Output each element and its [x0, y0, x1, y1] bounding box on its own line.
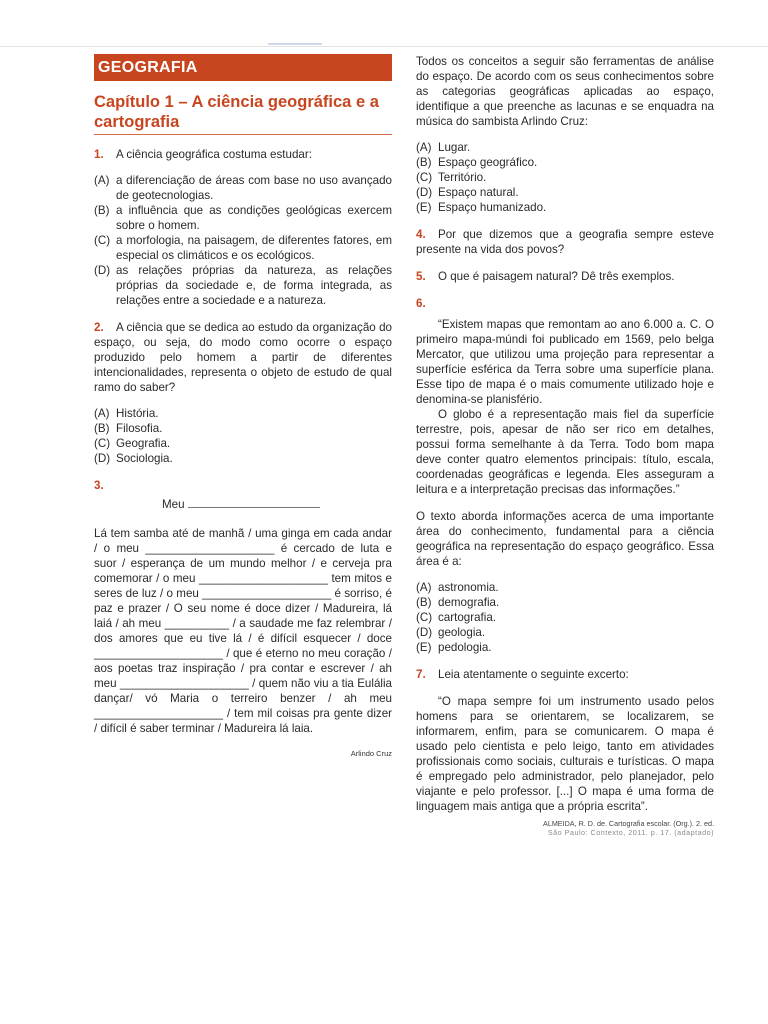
option-text: pedologia.: [438, 641, 492, 654]
left-column: [94, 54, 392, 761]
answer-options: [416, 580, 714, 655]
option-letter: (D): [416, 626, 433, 639]
song-author: Arlindo Cruz: [350, 749, 392, 758]
option-d[interactable]: [416, 185, 714, 200]
option-text: História.: [116, 407, 159, 420]
option-letter: (B): [416, 596, 432, 609]
option-c[interactable]: [94, 436, 392, 451]
question-text: O que é paisagem natural? Dê três exemplos.: [438, 270, 675, 283]
option-letter: (A): [416, 141, 432, 154]
option-letter: (C): [416, 611, 433, 624]
reference-line-2: São Paulo: Contexto, 2011. p. 17. (adaptado): [547, 828, 714, 837]
option-a[interactable]: [94, 173, 392, 203]
option-letter: (D): [94, 452, 111, 465]
question-1: [94, 147, 392, 308]
option-letter: (B): [94, 422, 110, 435]
option-text: cartografia.: [438, 611, 496, 624]
quote-block: [416, 694, 714, 814]
option-a[interactable]: [416, 580, 714, 595]
option-text: as relações próprias da natureza, as relações próprias da sociedade e, de forma integrada, as relações entre a sociedade e a natureza.: [116, 264, 392, 307]
option-letter: (A): [416, 581, 432, 594]
quote-block: [416, 317, 714, 497]
option-text: Espaço natural.: [438, 186, 519, 199]
option-a[interactable]: [416, 140, 714, 155]
subject-banner: GEOGRAFIA: [94, 54, 392, 81]
option-letter: (A): [94, 174, 110, 187]
option-text: a diferenciação de áreas com base no uso avançado de geotecnologias.: [116, 174, 392, 202]
option-text: demografia.: [438, 596, 500, 609]
question-number: 1.: [94, 148, 104, 161]
option-letter: (E): [416, 201, 432, 214]
option-text: Filosofia.: [116, 422, 163, 435]
song-title: [162, 497, 392, 512]
option-letter: (B): [416, 156, 432, 169]
question-text: Leia atentamente o seguinte excerto:: [438, 668, 629, 681]
question-3-prompt: Todos os conceitos a seguir são ferramentas de análise do espaço. De acordo com os seus conhecimentos sobre as categorias geográficas aplicadas ao espaço, identifique a que preenche as lacunas e se enquadra na música do sambista Arlindo Cruz:: [416, 55, 714, 128]
option-d[interactable]: [94, 263, 392, 308]
option-text: Geografia.: [116, 437, 171, 450]
option-text: astronomia.: [438, 581, 499, 594]
question-number: 4.: [416, 228, 426, 241]
title-blank: [188, 497, 320, 508]
option-letter: (D): [94, 264, 111, 277]
song-lyrics: Lá tem samba até de manhã / uma ginga em cada andar / o meu ____________________ é cercado de luta e suor / esperança de um mundo melhor / e cerveja pra comemorar / o meu ____________________ tem mitos e seres de luz / o meu ____________________ é sorriso, é paz e prazer / O seu nome é doce dizer / Madureira, lá laiá / ah meu __________ / a saudade me faz relembrar / dos amores que eu tive lá / é difícil esquecer / doce ____________________ / que é eterno no meu coração / aos poetas traz inspiração / pra contar e escrever / ah meu ____________________ / quem não viu a tia Eulália dançar/ vó Maria o terreiro benzer / ah meu ____________________ / tem mil coisas pra gente dizer / difícil é saber terminar / Madureira lá laia.: [94, 527, 392, 735]
question-number: 7.: [416, 668, 426, 681]
option-text: Lugar.: [438, 141, 471, 154]
option-e[interactable]: [416, 200, 714, 215]
option-e[interactable]: [416, 640, 714, 655]
reference: [416, 819, 714, 837]
question-5: [416, 269, 714, 284]
option-text: Espaço geográfico.: [438, 156, 538, 169]
option-letter: (E): [416, 641, 432, 654]
option-letter: (D): [416, 186, 433, 199]
question-number: 3.: [94, 479, 104, 492]
top-divider: [0, 46, 768, 47]
answer-options: [94, 173, 392, 308]
right-column: [416, 54, 714, 837]
question-number: 6.: [416, 297, 426, 310]
option-letter: (C): [416, 171, 433, 184]
option-b[interactable]: [94, 421, 392, 436]
option-d[interactable]: [94, 451, 392, 466]
song-title-text: Meu: [162, 498, 185, 511]
option-letter: (C): [94, 437, 111, 450]
option-letter: (A): [94, 407, 110, 420]
question-text: O texto aborda informações acerca de uma importante área do conhecimento, fundamental para a ciência geográfica na representação do espaço geográfico. Essa área é a:: [416, 510, 714, 568]
option-a[interactable]: [94, 406, 392, 421]
option-letter: (C): [94, 234, 111, 247]
answer-options: [416, 140, 714, 215]
option-c[interactable]: [416, 170, 714, 185]
question-text: A ciência que se dedica ao estudo da organização do espaço, ou seja, do modo como ocorre o espaço produzido pelo homem a partir de diferentes intencionalidades, representa o objeto de estudo de qual ramo do saber?: [94, 321, 392, 394]
quote-paragraph: O globo é a representação mais fiel da superfície terrestre, pois, apesar de não ser rico em detalhes, possui forma semelhante à da Terra. Todo bom mapa deve conter quatro elementos principais: título, escala, coordenadas geográficas e legenda. Eles asseguram a leitura e a interpretação precisas das informações.”: [416, 408, 714, 496]
option-text: geologia.: [438, 626, 486, 639]
question-text: Por que dizemos que a geografia sempre esteve presente na vida dos povos?: [416, 228, 714, 256]
option-letter: (B): [94, 204, 110, 217]
option-text: a morfologia, na paisagem, de diferentes fatores, em especial os climáticos e os ecológicos.: [116, 234, 392, 262]
question-number: 5.: [416, 270, 426, 283]
option-c[interactable]: [416, 610, 714, 625]
quote-paragraph: “Existem mapas que remontam ao ano 6.000 a. C. O primeiro mapa-múndi foi publicado em 1569, pelo belga Mercator, que utilizou uma projeção para representar a superfície esférica da Terra sobre uma superfície plana. Esse tipo de mapa é o mais comumente utilizado hoje e denomina-se planisfério.: [416, 318, 714, 406]
question-7: [416, 667, 714, 837]
option-text: Sociologia.: [116, 452, 173, 465]
question-4: [416, 227, 714, 257]
chapter-title: Capítulo 1 – A ciência geográfica e a cartografia: [94, 92, 392, 135]
question-3: [94, 478, 392, 761]
option-text: Território.: [438, 171, 487, 184]
question-number: 2.: [94, 321, 104, 334]
option-c[interactable]: [94, 233, 392, 263]
top-marker: [268, 43, 322, 45]
question-2: [94, 320, 392, 466]
question-6: [416, 296, 714, 655]
option-b[interactable]: [416, 155, 714, 170]
option-d[interactable]: [416, 625, 714, 640]
option-text: a influência que as condições geológicas exercem sobre o homem.: [116, 204, 392, 232]
answer-options: [94, 406, 392, 466]
quote-paragraph: “O mapa sempre foi um instrumento usado pelos homens para se orientarem, se localizarem, se informarem, enfim, para se comunicarem. O mapa é usado pelo cientista e pelo leigo, tanto em atividades profissionais como sociais, culturais e turísticas. O mapa é empregado pelo administrador, pelo planejador, pelo viajante e pelo professor. [...] O mapa é uma forma de linguagem mais antiga que a própria escrita”.: [416, 695, 714, 813]
question-text: A ciência geográfica costuma estudar:: [116, 148, 312, 161]
option-b[interactable]: [94, 203, 392, 233]
option-b[interactable]: [416, 595, 714, 610]
reference-line-1: ALMEIDA, R. D. de. Cartografia escolar. (Org.). 2. ed.: [543, 819, 714, 828]
option-text: Espaço humanizado.: [438, 201, 547, 214]
